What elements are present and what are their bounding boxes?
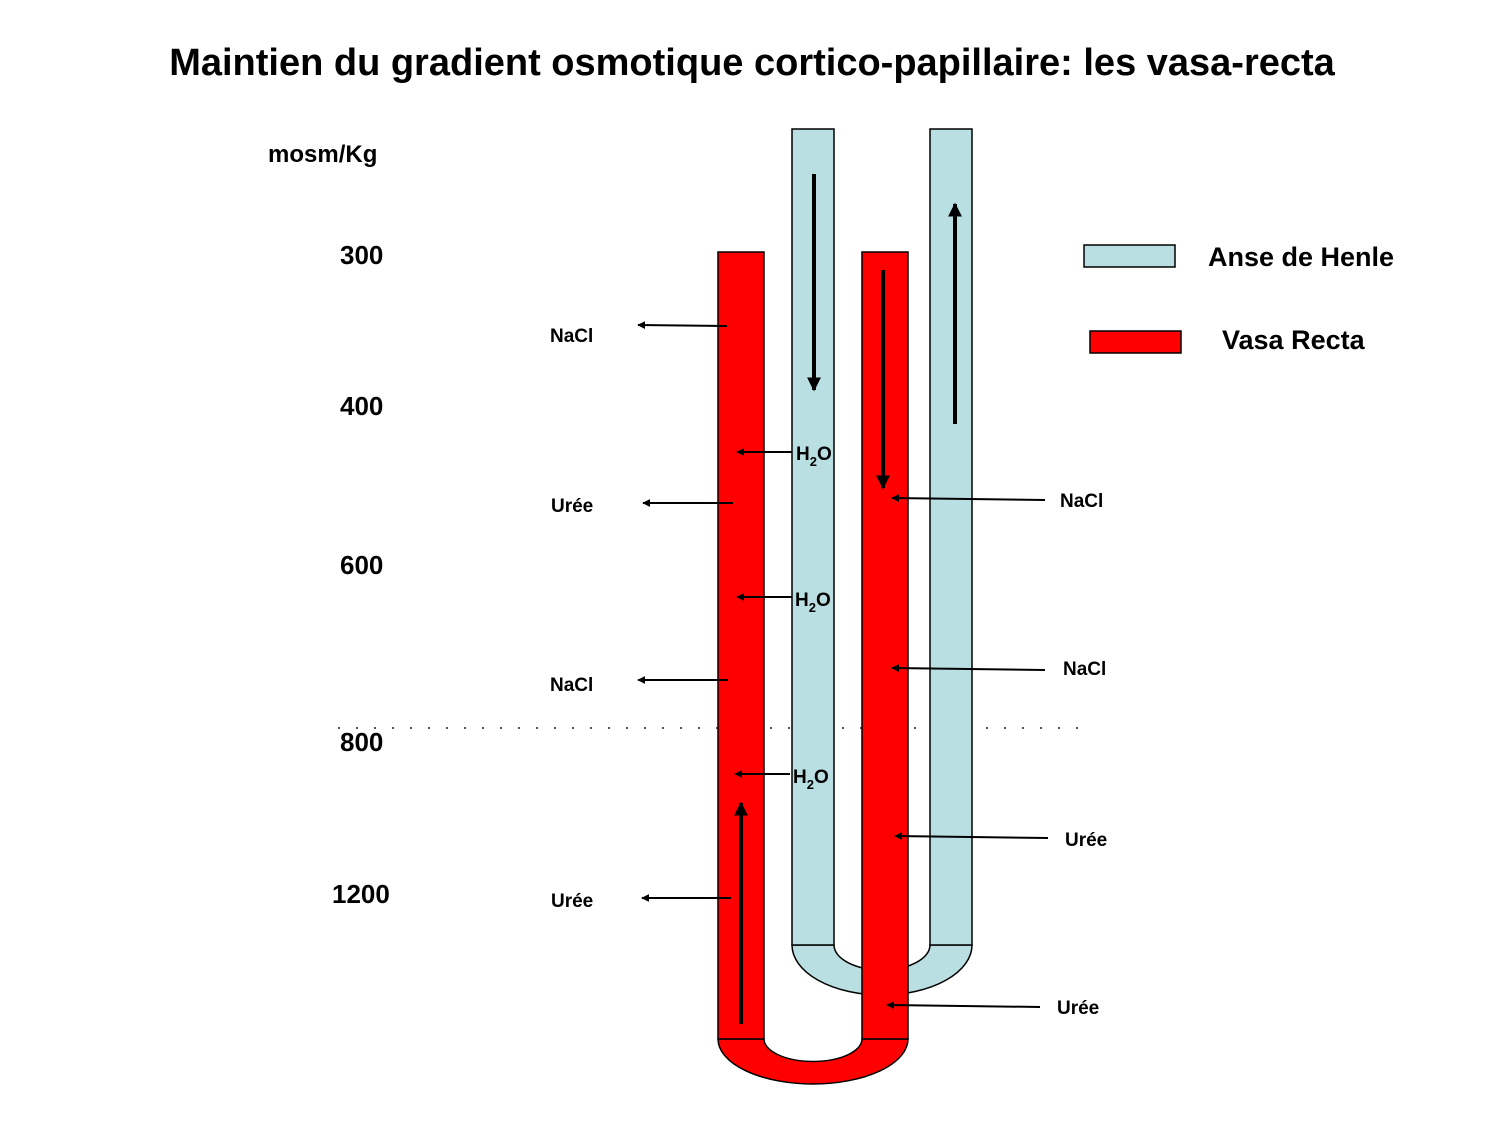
unit-label: mosm/Kg [268, 141, 378, 168]
label-right-uree-2: Urée [1057, 998, 1100, 1019]
legend-label-henle: Anse de Henle [1208, 242, 1395, 272]
vasa-recta-bend [718, 1039, 908, 1084]
label-h2o-3: $H_2O$ [793, 767, 829, 792]
level-1200: 1200 [332, 879, 390, 909]
page-title: Maintien du gradient osmotique cortico-papillaire: les vasa-recta [169, 42, 1335, 84]
level-400: 400 [340, 391, 384, 421]
label-left-nacl-2: NaCl [550, 675, 594, 696]
henle-ascending-limb [930, 129, 972, 945]
legend-swatch-vasa [1090, 331, 1181, 353]
label-right-uree-1: Urée [1065, 830, 1108, 851]
label-left-uree-2: Urée [551, 891, 594, 912]
label-h2o-1: $H_2O$ [796, 444, 832, 469]
legend [1084, 242, 1394, 355]
arrow-right-uree-2 [887, 1005, 1040, 1007]
label-left-nacl-1: NaCl [550, 326, 594, 347]
label-h2o-2: $H_2O$ [795, 590, 831, 615]
label-right-nacl-2: NaCl [1063, 659, 1107, 680]
arrow-right-nacl-2 [892, 668, 1045, 670]
arrow-right-nacl-1 [892, 498, 1045, 500]
level-300: 300 [340, 240, 384, 270]
label-left-uree-1: Urée [551, 496, 594, 517]
legend-label-vasa: Vasa Recta [1222, 325, 1365, 355]
label-right-nacl-1: NaCl [1060, 491, 1104, 512]
level-800: 800 [340, 727, 384, 757]
legend-swatch-henle [1084, 245, 1175, 267]
arrow-left-nacl-1 [638, 325, 727, 326]
arrow-right-uree-1 [895, 836, 1048, 838]
level-600: 600 [340, 550, 384, 580]
